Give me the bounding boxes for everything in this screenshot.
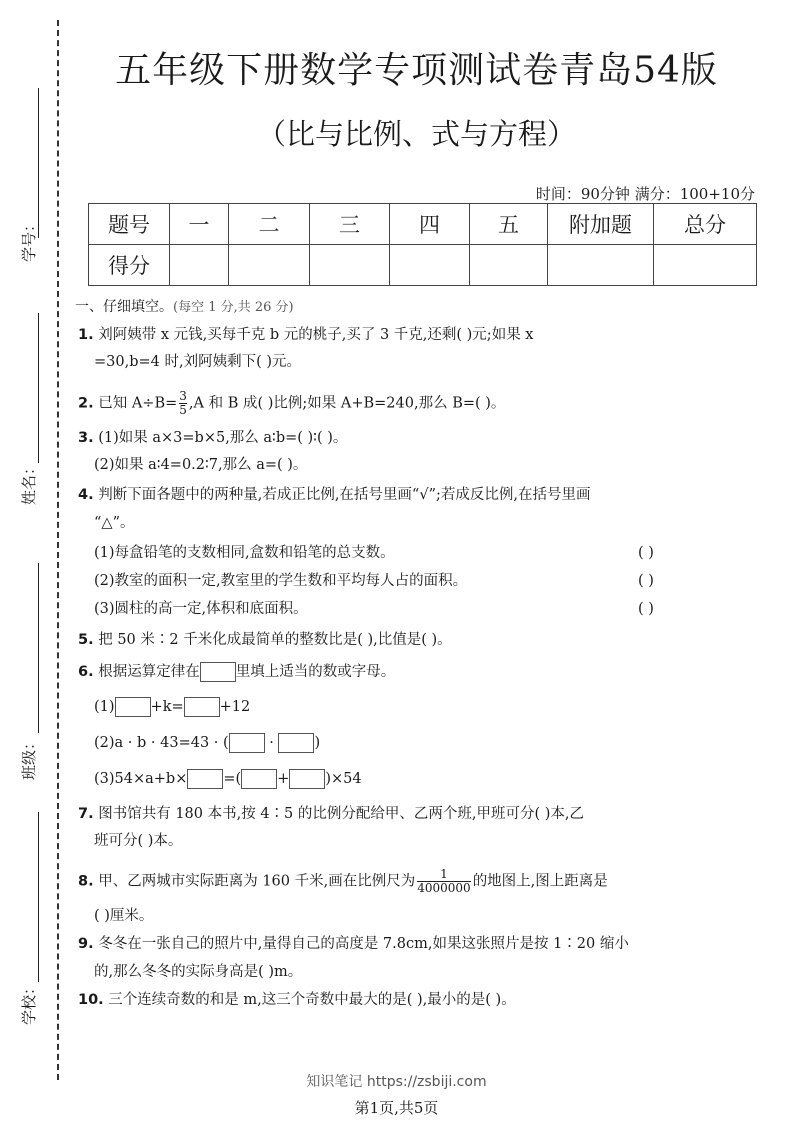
score-table-score-row — [89, 245, 757, 286]
answer-box[interactable] — [229, 733, 265, 753]
question-text: 图书馆共有 180 本书,按 4∶5 的比例分配给甲、乙两个班,甲班可分( )本,乙 — [98, 806, 585, 822]
student-id-label: 学号： — [20, 216, 38, 262]
question-3 — [78, 428, 347, 448]
question-6 — [78, 662, 395, 682]
class-line — [38, 563, 39, 733]
question-text: 已知 A÷B= — [98, 395, 178, 412]
fraction-numerator: 1 — [440, 867, 448, 881]
expr-text: =( — [223, 771, 242, 787]
question-text: (1)如果 a×3=b×5,那么 a∶b=( )∶( )。 — [98, 430, 348, 446]
question-6-part-1 — [94, 697, 250, 717]
item-text: (3)圆柱的高一定,体积和底面积。 — [94, 601, 308, 617]
question-4-item-1 — [94, 543, 694, 563]
example-box — [200, 662, 236, 682]
answer-box[interactable] — [187, 769, 223, 789]
question-3-part-2: (2)如果 a∶4=0.2∶7,那么 a=( )。 — [94, 457, 308, 473]
question-number: 9. — [78, 936, 94, 952]
student-id-line — [38, 88, 39, 238]
part-label: (1) — [94, 699, 115, 715]
answer-box[interactable] — [278, 733, 314, 753]
expr-text: +12 — [219, 699, 251, 715]
part-label: (3)54×a+b× — [94, 771, 188, 787]
header-cell: 总分 — [654, 204, 757, 245]
score-row-label: 得分 — [89, 245, 170, 286]
question-number: 1. — [78, 327, 94, 343]
question-text: 里填上适当的数或字母。 — [235, 664, 396, 680]
question-number: 2. — [78, 395, 94, 412]
score-cell[interactable] — [170, 245, 229, 286]
question-text: 三个连续奇数的和是 m,这三个奇数中最大的是( ),最小的是( )。 — [108, 992, 516, 1008]
item-text: (2)教室的面积一定,教室里的学生数和平均每人占的面积。 — [94, 573, 468, 589]
exam-meta: 时间：90分钟 满分：100+10分 — [535, 185, 755, 203]
question-9 — [78, 934, 629, 954]
part-label: (2)a · b · 43=43 · ( — [94, 735, 229, 751]
answer-box[interactable] — [184, 697, 220, 717]
question-text: ,A 和 B 成( )比例;如果 A+B=240,那么 B=( )。 — [188, 395, 506, 412]
class-label: 班级： — [20, 734, 38, 780]
fraction-denominator: 4000000 — [417, 881, 471, 895]
question-number: 3. — [78, 430, 94, 446]
fraction-numerator: 3 — [179, 389, 187, 403]
question-text: 刘阿姨带 x 元钱,买每千克 b 元的桃子,买了 3 千克,还剩( )元;如果 x — [98, 327, 534, 343]
answer-paren[interactable]: ( ) — [638, 573, 654, 589]
score-table-header-row — [89, 204, 757, 245]
question-text: 冬冬在一张自己的照片中,量得自己的高度是 7.8cm,如果这张照片是按 1∶20 缩小 — [98, 936, 629, 952]
question-5 — [78, 630, 452, 650]
question-text: 判断下面各题中的两种量,若成正比例,在括号里画“√”;若成反比例,在括号里画 — [98, 487, 591, 503]
question-2 — [78, 390, 505, 417]
score-table — [88, 203, 757, 286]
score-cell[interactable] — [310, 245, 390, 286]
answer-box[interactable] — [289, 769, 325, 789]
score-cell[interactable] — [548, 245, 654, 286]
name-label: 姓名： — [20, 459, 38, 505]
binding-dashed-line — [57, 20, 59, 1080]
question-8 — [78, 868, 608, 895]
question-4-cont: “△”。 — [94, 515, 135, 531]
header-cell: 四 — [390, 204, 470, 245]
question-text: 甲、乙两城市实际距离为 160 千米,画在比例尺为 — [98, 873, 416, 890]
question-number: 4. — [78, 487, 94, 503]
expr-text: +k= — [150, 699, 184, 715]
section-heading — [75, 296, 294, 316]
question-9-cont: 的,那么冬冬的实际身高是( )m。 — [94, 964, 303, 980]
question-1-cont: =30,b=4 时,刘阿姨剩下( )元。 — [94, 354, 302, 370]
question-number: 7. — [78, 806, 94, 822]
expr-text: + — [277, 771, 290, 787]
question-8-cont: ( )厘米。 — [94, 908, 154, 924]
answer-box[interactable] — [115, 697, 151, 717]
question-text: 根据运算定律在 — [98, 664, 200, 680]
score-cell[interactable] — [390, 245, 470, 286]
expr-text: · — [264, 735, 279, 751]
question-6-part-2 — [94, 733, 320, 753]
answer-paren[interactable]: ( ) — [638, 545, 654, 561]
question-number: 8. — [78, 873, 94, 890]
expr-text: )×54 — [325, 771, 362, 787]
answer-box[interactable] — [241, 769, 277, 789]
score-cell[interactable] — [229, 245, 310, 286]
fraction-denominator: 5 — [179, 403, 187, 417]
name-line — [38, 313, 39, 463]
expr-text: ) — [314, 735, 321, 751]
question-text: 把 50 米∶2 千米化成最简单的整数比是( ),比值是( )。 — [98, 632, 452, 648]
question-10 — [78, 990, 516, 1010]
question-text: 的地图上,图上距离是 — [472, 873, 608, 890]
header-cell: 三 — [310, 204, 390, 245]
question-1 — [78, 325, 533, 345]
fraction — [179, 390, 187, 417]
question-6-part-3 — [94, 769, 362, 789]
header-cell: 一 — [170, 204, 229, 245]
question-4 — [78, 485, 591, 505]
page-number: 第1页,共5页 — [354, 1099, 439, 1117]
watermark: 知识笔记 https://zsbiji.com — [306, 1074, 487, 1090]
header-cell: 题号 — [89, 204, 170, 245]
section-note: (每空 1 分,共 26 分) — [173, 300, 294, 315]
page-subtitle: （比与比例、式与方程） — [256, 117, 576, 151]
question-number: 6. — [78, 664, 94, 680]
question-7 — [78, 804, 584, 824]
item-text: (1)每盒铅笔的支数相同,盒数和铅笔的总支数。 — [94, 545, 395, 561]
answer-paren[interactable]: ( ) — [638, 601, 654, 617]
question-4-item-3 — [94, 599, 694, 619]
score-cell[interactable] — [654, 245, 757, 286]
question-number: 5. — [78, 632, 94, 648]
question-4-item-2 — [94, 571, 694, 591]
school-label: 学校： — [20, 979, 38, 1025]
header-cell: 五 — [470, 204, 548, 245]
page-title: 五年级下册数学专项测试卷青岛54版 — [115, 50, 718, 91]
school-line — [38, 812, 39, 982]
question-number: 10. — [78, 992, 104, 1008]
score-cell[interactable] — [470, 245, 548, 286]
header-cell: 二 — [229, 204, 310, 245]
section-title: 一、仔细填空。 — [75, 299, 173, 315]
fraction — [417, 868, 470, 895]
header-cell: 附加题 — [548, 204, 654, 245]
question-7-cont: 班可分( )本。 — [94, 833, 183, 849]
